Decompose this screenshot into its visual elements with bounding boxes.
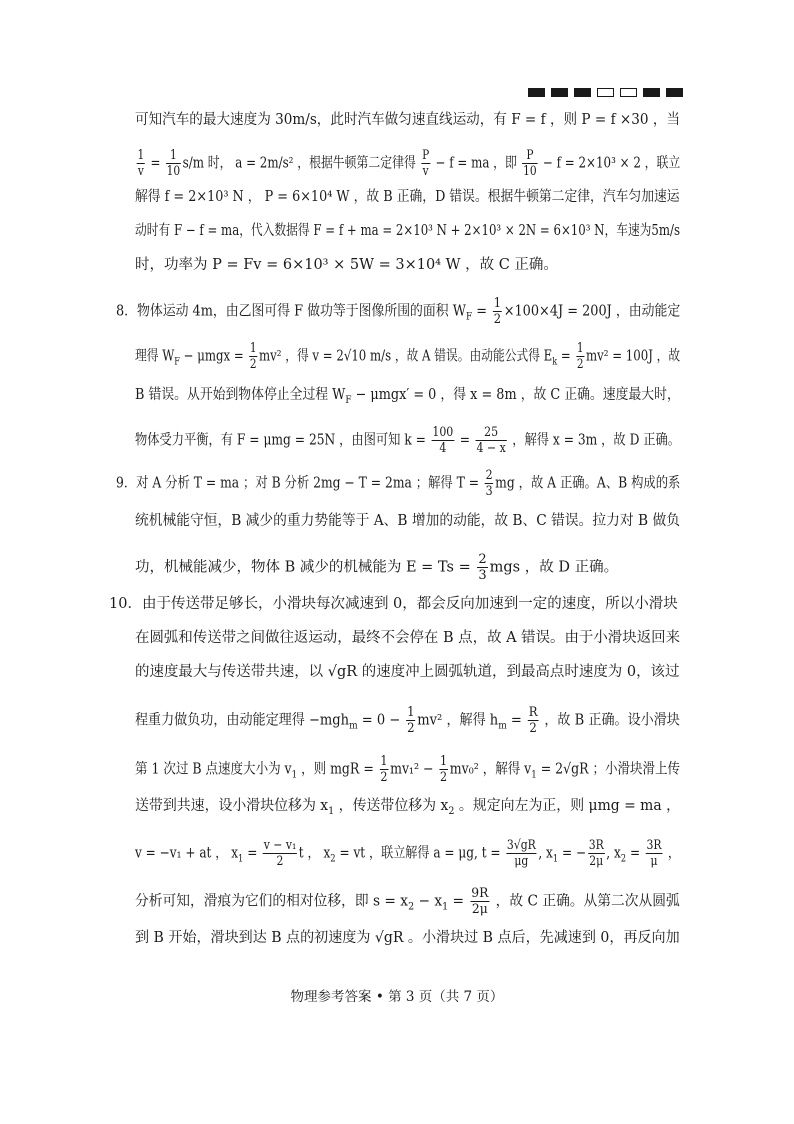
fraction-denominator: 2 xyxy=(407,721,415,736)
text-run: ，故 C 正确。从第二次从圆弧 xyxy=(491,893,680,910)
fraction-denominator: μg xyxy=(514,854,529,869)
fraction xyxy=(431,425,454,456)
text-run: mv₀² ，解得 v xyxy=(449,761,532,778)
subscript: 1 xyxy=(442,901,449,913)
subscript: F xyxy=(345,394,352,406)
fraction-denominator: 2 xyxy=(380,770,388,785)
text-run: − μmgx = xyxy=(179,348,248,365)
fraction-numerator: P xyxy=(522,148,537,164)
text-run: − x xyxy=(414,893,443,910)
fraction-denominator: 2 xyxy=(493,312,502,327)
text-line xyxy=(116,468,680,499)
text-run: = xyxy=(472,303,492,320)
text-run: 8．物体运动 4m，由乙图可得 F 做功等于图像所围的面积 W xyxy=(116,303,466,320)
header-mark-filled xyxy=(666,88,683,97)
text-run: ×100×4J = 200J ，由动能定 xyxy=(503,303,681,320)
fraction-numerator: 1 xyxy=(407,705,415,720)
text-run: mv₁² − xyxy=(390,761,438,778)
text-run: 动时有 F − f = ma，代入数据得 F = f + ma = 2×10³ N + 2×10³ × 2N = 6×10³ N，车速为5m/s xyxy=(135,223,681,239)
fraction-denominator: μ xyxy=(650,854,658,869)
text-run: 程重力做负功，由动能定理得 −mgh xyxy=(135,712,350,729)
subscript: 2 xyxy=(448,805,455,817)
text-run: mv² ，解得 h xyxy=(417,712,499,729)
fraction xyxy=(646,838,663,869)
text-run: , x xyxy=(606,845,621,862)
text-line xyxy=(135,187,680,207)
fraction-numerator: 1 xyxy=(493,296,502,311)
fraction-numerator: 1 xyxy=(380,754,388,769)
text-run: 。规定向左为正，则 μmg = ma ， xyxy=(454,798,680,814)
fraction-denominator: 2 xyxy=(249,357,257,372)
fraction-numerator: 1 xyxy=(166,148,181,164)
subscript: m xyxy=(498,720,507,732)
fraction xyxy=(137,148,145,179)
header-mark-filled xyxy=(551,88,568,97)
text-run: 的速度最大与传送带共速，以 √gR 的速度冲上圆弧轨道，到最高点时速度为 0，该过 xyxy=(135,664,680,680)
subscript: 1 xyxy=(291,769,298,781)
text-run: mv² = 100J ，故 xyxy=(586,348,681,365)
fraction xyxy=(421,148,430,179)
fraction-numerator: R xyxy=(528,705,538,720)
text-run: = vt ，联立解得 a = μg, t = xyxy=(335,845,505,862)
header-mark-empty xyxy=(597,88,614,97)
text-run: = 2√gR ；小滑块滑上传 xyxy=(536,761,681,778)
fraction xyxy=(380,754,389,785)
text-run: 理得 W xyxy=(135,348,175,365)
text-run: = xyxy=(448,893,469,910)
text-line xyxy=(135,662,680,682)
text-run: = xyxy=(506,712,526,729)
text-run: 分析可知，滑痕为它们的相对位移，即 s = x xyxy=(135,893,409,910)
text-run: mgs ，故 D 正确。 xyxy=(489,559,619,576)
fraction-denominator: 10 xyxy=(166,164,181,179)
subscript: 2 xyxy=(330,853,336,865)
subscript: 2 xyxy=(408,901,415,913)
fraction-denominator: 2 xyxy=(276,854,284,869)
text-line xyxy=(135,754,680,785)
text-line xyxy=(135,110,680,130)
text-run: 物体受力平衡，有 F = μmg = 25N ，由图可知 k = xyxy=(135,432,430,449)
text-run: ，解得 x = 3m ，故 D 正确。 xyxy=(508,432,681,449)
text-run: = xyxy=(243,845,262,862)
subscript: k xyxy=(552,356,558,368)
fraction-denominator: 10 xyxy=(523,164,537,179)
subscript: 1 xyxy=(552,853,559,865)
text-line xyxy=(135,886,680,917)
text-line xyxy=(109,594,678,614)
text-run: − μmgx′ = 0 ，得 x = 8m ，故 C 正确。速度最大时， xyxy=(351,387,680,403)
text-line xyxy=(135,705,680,736)
fraction xyxy=(476,425,507,456)
header-mark-empty xyxy=(620,88,637,97)
text-run: = xyxy=(146,155,165,172)
fraction-numerator: P xyxy=(422,148,430,163)
fraction-denominator: 2μ xyxy=(471,902,488,917)
subscript: m xyxy=(349,720,358,732)
fraction-numerator: 3√gR xyxy=(506,838,536,853)
fraction-numerator: 2 xyxy=(478,552,487,567)
text-run: 时，功率为 P = Fv = 6×10³ × 5W = 3×10⁴ W ，故 C 正确。 xyxy=(135,257,558,273)
text-run: 解得 f = 2×10³ N ， P = 6×10⁴ W ，故 B 正确，D 错误。根据牛顿第二定律，汽车匀加速运 xyxy=(135,189,680,205)
fraction-numerator: 25 xyxy=(476,425,507,441)
fraction-numerator: 1 xyxy=(137,148,145,163)
text-run: B 错误。从开始到物体停止全过程 W xyxy=(135,387,346,403)
fraction-numerator: 1 xyxy=(440,754,448,769)
text-run: 第 1 次过 B 点速度大小为 v xyxy=(135,761,292,778)
fraction-denominator: 4 xyxy=(439,441,447,456)
fraction xyxy=(470,886,489,917)
text-line xyxy=(135,838,680,869)
text-run: 功，机械能减少，物体 B 减少的机械能为 E = Ts = xyxy=(135,559,476,576)
text-line xyxy=(135,796,680,822)
fraction xyxy=(477,552,487,583)
text-run: 9．对 A 分析 T = ma ；对 B 分析 2mg − T = 2ma ；解得 T = xyxy=(116,475,484,492)
fraction-denominator: v xyxy=(137,164,144,179)
fraction xyxy=(506,838,537,869)
fraction xyxy=(493,296,502,327)
text-run: , x xyxy=(538,845,553,862)
fraction xyxy=(528,705,539,736)
fraction xyxy=(439,754,448,785)
text-line xyxy=(135,341,680,372)
fraction-denominator: 2 xyxy=(576,357,584,372)
text-run: − f = ma ，即 xyxy=(431,155,521,172)
text-run: v = −v₁ + at ， x xyxy=(135,845,239,862)
header-mark-filled xyxy=(643,88,660,97)
fraction-denominator: 2 xyxy=(529,721,537,736)
subscript: 2 xyxy=(620,853,627,865)
fraction-numerator: 3R xyxy=(588,838,604,853)
subscript: F xyxy=(465,311,473,323)
fraction-numerator: 100 xyxy=(432,425,454,440)
text-line xyxy=(135,928,680,948)
text-run: mg ，故 A 正确。A、B 构成的系 xyxy=(495,475,681,492)
subscript: 1 xyxy=(531,769,537,781)
fraction xyxy=(249,341,257,372)
fraction-numerator: 9R xyxy=(471,886,489,901)
fraction-denominator: 2μ xyxy=(589,854,604,869)
text-line xyxy=(135,148,680,179)
text-line xyxy=(116,296,680,327)
text-run: mv² ，得 v = 2√10 m/s ，故 A 错误。由动能公式得 E xyxy=(259,348,553,365)
text-run: − f = 2×10³ × 2 ，联立 xyxy=(539,155,681,172)
fraction xyxy=(166,148,181,179)
text-run: s/m 时， a = 2m/s² ，根据牛顿第二定律得 xyxy=(182,155,420,172)
text-run: ，传送带位移为 x xyxy=(334,798,449,814)
text-run: ，则 mgR = xyxy=(297,761,378,778)
text-run: = xyxy=(455,432,474,449)
fraction xyxy=(522,148,537,179)
subscript: 1 xyxy=(238,853,244,865)
text-run: 10．由于传送带足够长，小滑块每次减速到 0，都会反向加速到一定的速度，所以小滑块 xyxy=(109,596,678,612)
text-line xyxy=(135,552,618,583)
header-mark-filled xyxy=(574,88,591,97)
fraction-denominator: v xyxy=(422,164,429,179)
text-line xyxy=(135,628,680,648)
text-run: ， xyxy=(664,845,680,862)
text-run: = xyxy=(557,348,575,365)
fraction xyxy=(588,838,605,869)
text-line xyxy=(135,255,558,275)
fraction-denominator: 3 xyxy=(485,484,493,499)
subscript: F xyxy=(174,356,180,368)
fraction xyxy=(263,838,297,869)
text-run: 在圆弧和传送带之间做往返运动，最终不会停在 B 点，故 A 错误。由于小滑块返回来 xyxy=(135,630,681,646)
text-run: ，故 B 正确。设小滑块 xyxy=(540,712,680,729)
fraction xyxy=(576,341,584,372)
subscript: 1 xyxy=(328,805,335,817)
text-line xyxy=(135,425,680,456)
text-line xyxy=(135,385,680,411)
header-mark-filled xyxy=(528,88,545,97)
text-run: = − xyxy=(558,845,587,862)
fraction-denominator: 3 xyxy=(478,568,487,583)
text-line xyxy=(135,221,680,241)
fraction-denominator: 4 − x xyxy=(476,441,506,456)
fraction-numerator: 2 xyxy=(485,468,493,483)
text-run: = 0 − xyxy=(357,712,405,729)
text-run: = xyxy=(626,845,644,862)
text-run: 统机械能守恒，B 减少的重力势能等于 A、B 增加的动能，故 B、C 错误。拉力对 B 做负 xyxy=(135,513,680,529)
header-marks xyxy=(528,88,683,97)
text-line xyxy=(135,511,680,531)
fraction-numerator: 1 xyxy=(249,341,257,356)
text-run: 送带到共速，设小滑块位移为 x xyxy=(135,798,329,814)
fraction-numerator: v − v₁ xyxy=(263,838,297,853)
fraction-numerator: 3R xyxy=(646,838,662,853)
text-run: 到 B 开始，滑块到达 B 点的初速度为 √gR 。小滑块过 B 点后，先减速到 0，再反向加 xyxy=(135,930,680,946)
fraction xyxy=(485,468,494,499)
fraction-numerator: 1 xyxy=(576,341,584,356)
page-footer: 物理参考答案 • 第 3 页（共 7 页） xyxy=(290,989,504,1005)
text-run: t ， x xyxy=(298,845,331,862)
fraction xyxy=(406,705,415,736)
text-run: 可知汽车的最大速度为 30m/s，此时汽车做匀速直线运动，有 F = f ，则 P = f ×30 ，当 xyxy=(135,112,681,128)
fraction-denominator: 2 xyxy=(440,770,448,785)
